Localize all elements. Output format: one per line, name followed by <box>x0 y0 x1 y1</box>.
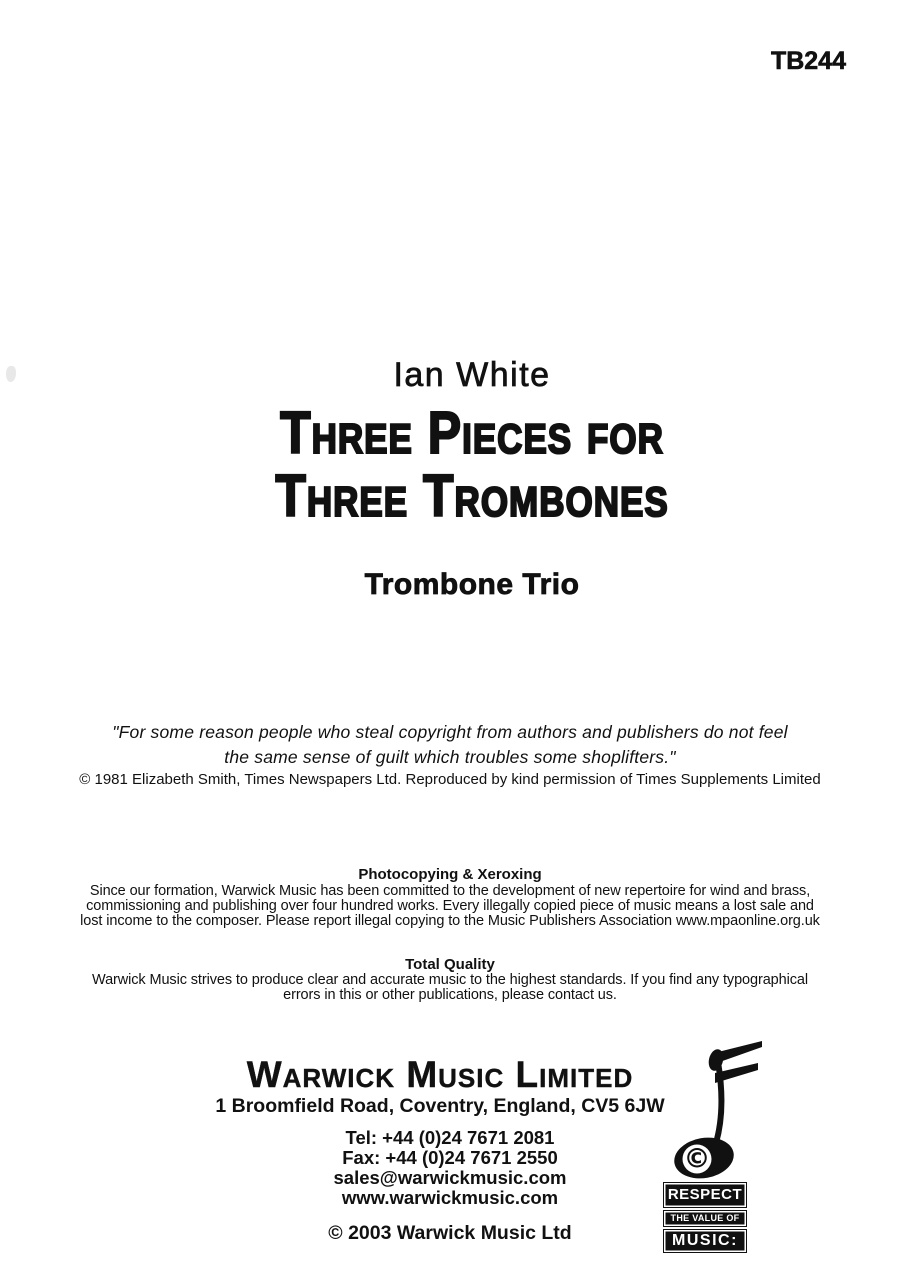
svg-text:©: © <box>683 1143 711 1175</box>
total-quality-heading: Total Quality <box>405 956 495 973</box>
instrumentation-subtitle: Trombone Trio <box>364 568 580 601</box>
respect-music-logo <box>663 1182 747 1253</box>
publisher-fax: Fax: +44 (0)24 7671 2550 <box>342 1147 558 1168</box>
copyright-quote-line-2: the same sense of guilt which troubles some shoplifters." <box>224 747 676 767</box>
music-note-copyright-icon <box>636 1040 776 1185</box>
scan-artifact <box>6 366 16 382</box>
publisher-telephone: Tel: +44 (0)24 7671 2081 <box>345 1127 555 1148</box>
photocopying-text-line-2: commissioning and publishing over four hundred works. Every illegally copied piece of music means a lost sale and <box>86 898 814 914</box>
publisher-address: 1 Broomfield Road, Coventry, England, CV5 6JW <box>215 1095 665 1117</box>
publisher-website: www.warwickmusic.com <box>341 1187 559 1208</box>
copyright-quote-line-1: "For some reason people who steal copyright from authors and publishers do not feel <box>112 722 788 742</box>
logo-text-respect: RESPECT <box>663 1182 747 1208</box>
photocopying-heading: Photocopying & Xeroxing <box>358 866 542 883</box>
photocopying-text-line-3: lost income to the composer. Please report illegal copying to the Music Publishers Association www.mpaonline.org.uk <box>80 913 820 929</box>
photocopying-text-line-1: Since our formation, Warwick Music has been committed to the development of new repertoire for wind and brass, <box>89 883 811 899</box>
copyright-notice: © 2003 Warwick Music Ltd <box>328 1222 572 1244</box>
main-title-line-1: Three Pieces for <box>280 399 664 467</box>
main-title-line-2: Three Trombones <box>275 462 669 530</box>
total-quality-text-line-2: errors in this or other publications, please contact us. <box>283 987 617 1003</box>
logo-text-music: MUSIC: <box>663 1229 747 1253</box>
catalog-number: TB244 <box>770 47 846 75</box>
logo-text-the-value-of: THE VALUE OF <box>663 1210 747 1227</box>
composer-name: Ian White <box>393 356 551 394</box>
publisher-name: Warwick Music Limited <box>246 1054 634 1095</box>
total-quality-text-line-1: Warwick Music strives to produce clear and accurate music to the highest standards. If you find any typographical <box>92 972 808 988</box>
quote-attribution: © 1981 Elizabeth Smith, Times Newspapers Ltd. Reproduced by kind permission of Times Supplements Limited <box>79 771 821 788</box>
publisher-email: sales@warwickmusic.com <box>333 1167 567 1188</box>
